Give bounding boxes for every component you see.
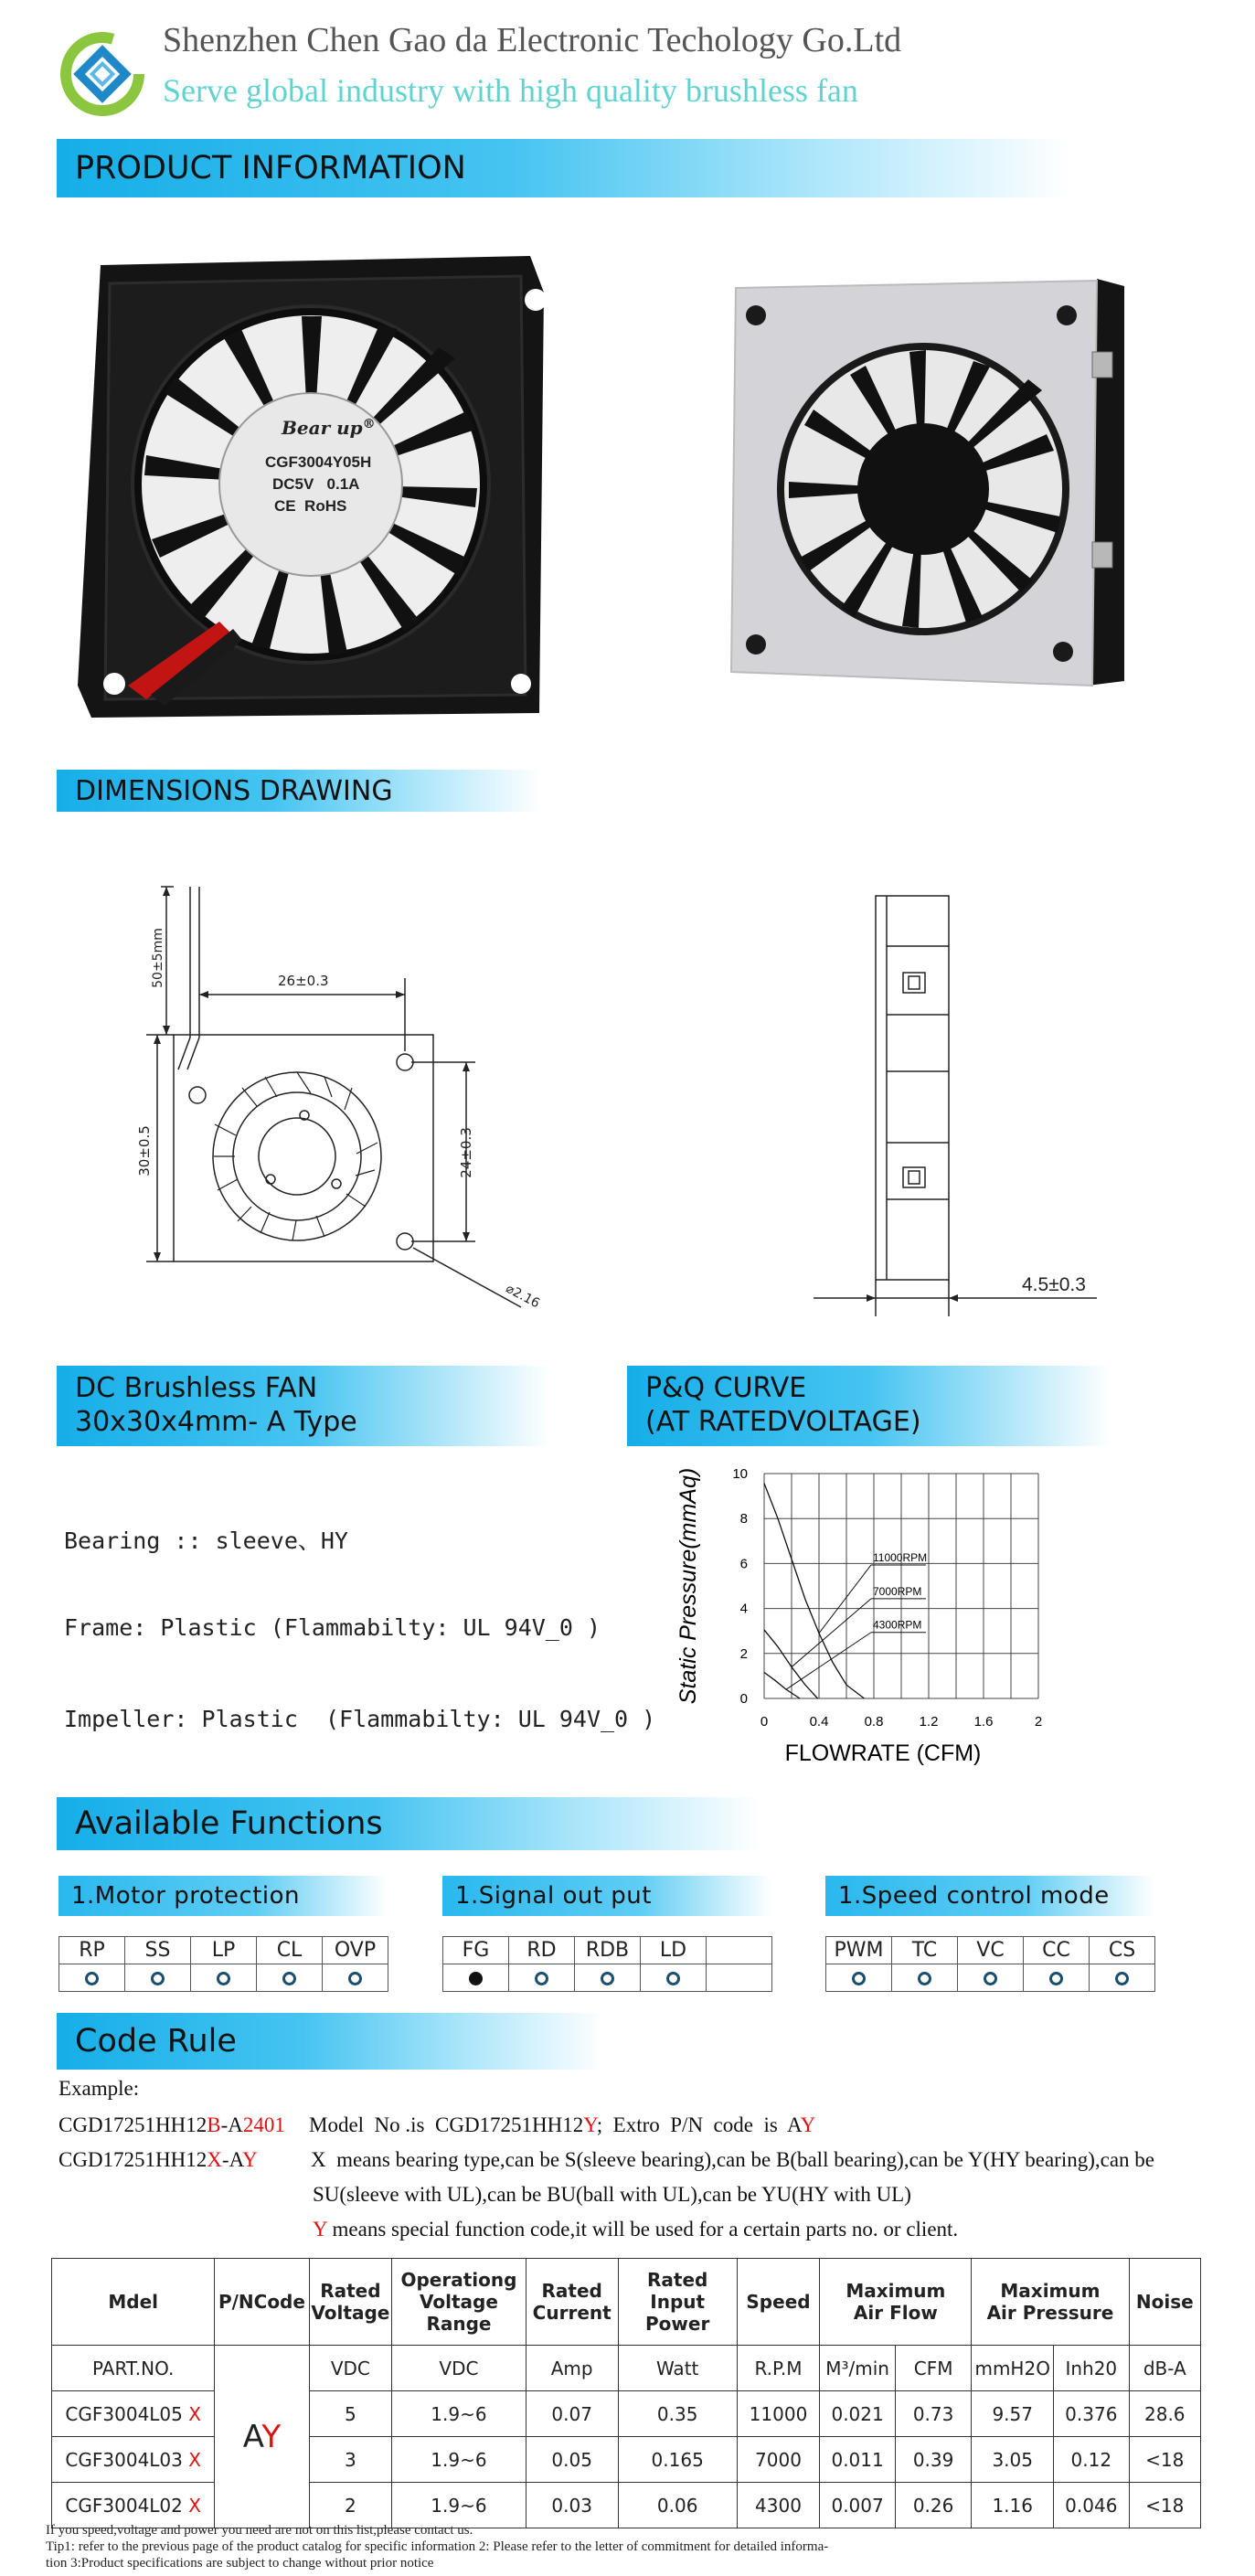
header-model: Mdel xyxy=(52,2259,215,2346)
option-dot-icon xyxy=(469,1972,483,1985)
dim-lead-length: 50±5mm xyxy=(150,928,165,988)
function-mark-cell xyxy=(59,1964,125,1992)
unit-cell: M³/min xyxy=(820,2346,895,2391)
table-cell: 11000 xyxy=(737,2391,820,2437)
table-cell: 9.57 xyxy=(972,2391,1054,2437)
footnote-1: If you speed,voltage and power you need are not on this list,please contact us. xyxy=(46,2523,473,2538)
section-pq-curve xyxy=(627,1366,1111,1446)
dim-height: 30±0.5 xyxy=(135,1125,153,1176)
function-mark-cell xyxy=(1024,1964,1090,1992)
pn-code-cell: AY xyxy=(215,2346,309,2528)
y-tick-label: 4 xyxy=(739,1601,748,1617)
code-x-desc-1: X means bearing type,can be S(sleeve bearing),can be B(ball bearing),can be Y(HY bearing),can be xyxy=(311,2148,1154,2171)
x-tick-label: 0.4 xyxy=(809,1714,829,1730)
dc-fan-title: DC Brushless FAN xyxy=(75,1372,318,1404)
function-col: RD xyxy=(509,1937,575,1964)
table-cell: 1.9~6 xyxy=(392,2483,526,2528)
y-tick-label: 8 xyxy=(739,1511,748,1528)
code-x-desc-2: SU(sleeve with UL),can be BU(ball with UL),can be YU(HY with UL) xyxy=(313,2183,911,2206)
company-logo xyxy=(58,30,146,118)
feature-impeller: Impeller: Plastic (Flammabilty: UL 94V_0 ) xyxy=(64,1706,656,1732)
spec-table xyxy=(51,2258,1201,2528)
x-tick-label: 0.8 xyxy=(864,1714,884,1730)
function-mark-cell xyxy=(509,1964,575,1992)
table-cell: 0.12 xyxy=(1054,2437,1129,2483)
function-group-title: 1.Motor protection xyxy=(71,1882,301,1910)
option-dot-icon xyxy=(217,1972,230,1985)
pq-chart-svg xyxy=(667,1463,1088,1792)
code-y-desc: Y means special function code,it will be used for a certain parts no. or client. xyxy=(313,2218,959,2241)
option-dot-icon xyxy=(282,1972,296,1985)
table-cell: 0.73 xyxy=(895,2391,972,2437)
model-cell: CGF3004L05 X xyxy=(52,2391,215,2437)
footnote-2: Tip1: refer to the previous page of the product catalog for specific information 2: Please refer to the letter of commitment for detailed informa- xyxy=(46,2539,829,2554)
footnote-3: tion 3:Product specifications are subject to change without prior notice xyxy=(46,2556,434,2571)
function-mark-cell xyxy=(826,1964,892,1992)
code-example-1: CGD17251HH12B-A2401 xyxy=(58,2113,285,2136)
function-col: PWM xyxy=(826,1937,892,1964)
x-tick-label: 1.2 xyxy=(919,1714,939,1730)
function-table-speed xyxy=(825,1936,1155,1992)
option-dot-icon xyxy=(1115,1972,1129,1985)
product-photo-front xyxy=(73,256,558,722)
function-mark-cell xyxy=(892,1964,958,1992)
section-available-functions xyxy=(57,1797,760,1850)
fan-label-cert: CE RoHS xyxy=(274,497,347,515)
function-group-motor xyxy=(58,1876,388,1916)
function-col: FG xyxy=(443,1937,509,1964)
unit-cell: CFM xyxy=(895,2346,972,2391)
header-air-flow: Maximum Air Flow xyxy=(820,2259,972,2346)
pq-title: P&Q CURVE xyxy=(645,1372,807,1404)
option-dot-icon xyxy=(852,1972,866,1985)
pq-series-line xyxy=(764,1672,800,1698)
x-axis-label: FLOWRATE (CFM) xyxy=(784,1740,982,1766)
table-cell: 7000 xyxy=(737,2437,820,2483)
function-col: LP xyxy=(191,1937,257,1964)
function-col: OVP xyxy=(323,1937,388,1964)
unit-cell: dB-A xyxy=(1129,2346,1200,2391)
x-tick-label: 0 xyxy=(760,1714,769,1730)
product-photo-back xyxy=(727,279,1129,690)
function-mark-cell xyxy=(575,1964,641,1992)
y-tick-label: 6 xyxy=(739,1556,748,1572)
table-cell: 0.021 xyxy=(820,2391,895,2437)
dim-hole-width: 26±0.3 xyxy=(278,973,329,989)
function-mark-cell xyxy=(1090,1964,1155,1992)
code-example-label: Example: xyxy=(58,2077,140,2100)
section-code-rule xyxy=(57,2013,605,2070)
table-cell: 28.6 xyxy=(1129,2391,1200,2437)
header-speed: Speed xyxy=(737,2259,820,2346)
unit-cell: Inh20 xyxy=(1054,2346,1129,2391)
function-col xyxy=(707,1937,772,1964)
model-cell: CGF3004L03 X xyxy=(52,2437,215,2483)
function-col: TC xyxy=(892,1937,958,1964)
feature-frame: Frame: Plastic (Flammabilty: UL 94V_0 ) xyxy=(64,1614,601,1641)
unit-cell: mmH2O xyxy=(972,2346,1054,2391)
option-dot-icon xyxy=(1049,1972,1063,1985)
option-dot-icon xyxy=(601,1972,614,1985)
function-col: CC xyxy=(1024,1937,1090,1964)
function-mark-cell xyxy=(443,1964,509,1992)
function-mark-cell xyxy=(641,1964,707,1992)
table-cell: 0.011 xyxy=(820,2437,895,2483)
function-col: VC xyxy=(958,1937,1024,1964)
section-title: PRODUCT INFORMATION xyxy=(75,150,466,186)
function-col: SS xyxy=(125,1937,191,1964)
table-cell: 0.26 xyxy=(895,2483,972,2528)
company-name: Shenzhen Chen Gao da Electronic Techology Go.Ltd xyxy=(163,21,902,59)
table-cell: <18 xyxy=(1129,2483,1200,2528)
code-example-1-desc: Model No .is CGD17251HH12Y; Extro P/N code is AY xyxy=(309,2113,816,2136)
header-voltage-range: Operationg Voltage Range xyxy=(392,2259,526,2346)
function-mark-cell xyxy=(958,1964,1024,1992)
function-table-signal xyxy=(442,1936,772,1992)
header-input-power: Rated Input Power xyxy=(618,2259,737,2346)
table-cell: 0.03 xyxy=(526,2483,618,2528)
fan-label-brand: Bear up® xyxy=(282,417,376,439)
code-example-2: CGD17251HH12X-AY xyxy=(58,2148,258,2171)
x-tick-label: 2 xyxy=(1034,1714,1043,1730)
fan-label-rating: DC5V 0.1A xyxy=(272,475,360,493)
function-group-signal xyxy=(442,1876,771,1916)
pq-series-line xyxy=(764,1630,818,1698)
option-dot-icon xyxy=(984,1972,997,1985)
option-dot-icon xyxy=(535,1972,548,1985)
function-group-title: 1.Signal out put xyxy=(455,1882,652,1910)
section-dimensions xyxy=(57,770,541,812)
table-cell: 0.39 xyxy=(895,2437,972,2483)
table-cell: 4300 xyxy=(737,2483,820,2528)
y-tick-label: 2 xyxy=(739,1645,748,1662)
unit-cell: Watt xyxy=(618,2346,737,2391)
table-cell: 1.9~6 xyxy=(392,2437,526,2483)
table-cell: 0.046 xyxy=(1054,2483,1129,2528)
table-cell: 0.05 xyxy=(526,2437,618,2483)
pq-subtitle: (AT RATEDVOLTAGE) xyxy=(645,1406,921,1438)
series-leader-line xyxy=(819,1565,871,1634)
function-col: CL xyxy=(257,1937,323,1964)
function-mark-cell xyxy=(257,1964,323,1992)
function-group-title: 1.Speed control mode xyxy=(838,1882,1110,1910)
function-mark-cell xyxy=(707,1964,772,1992)
option-dot-icon xyxy=(348,1972,362,1985)
company-slogan: Serve global industry with high quality brushless fan xyxy=(163,72,858,109)
fan-label-model: CGF3004Y05H xyxy=(265,453,372,471)
dc-fan-subtitle: 30x30x4mm- A Type xyxy=(75,1406,357,1438)
series-label: 7000RPM xyxy=(873,1584,922,1598)
function-mark-cell xyxy=(323,1964,388,1992)
table-cell: 0.07 xyxy=(526,2391,618,2437)
function-col: CS xyxy=(1090,1937,1155,1964)
series-label: 11000RPM xyxy=(873,1550,928,1564)
section-product-info xyxy=(57,139,1071,197)
pq-series-line xyxy=(764,1484,865,1698)
table-cell: 5 xyxy=(309,2391,392,2437)
dimension-drawing-front xyxy=(91,878,603,1316)
feature-bearing: Bearing :: sleeve、HY xyxy=(64,1528,348,1554)
header-rated-voltage: Rated Voltage xyxy=(309,2259,392,2346)
pq-chart xyxy=(667,1463,1088,1792)
function-mark-cell xyxy=(125,1964,191,1992)
unit-cell: Amp xyxy=(526,2346,618,2391)
unit-partno: PART.NO. xyxy=(52,2346,215,2391)
series-label: 4300RPM xyxy=(873,1618,922,1632)
unit-cell: VDC xyxy=(392,2346,526,2391)
function-table-motor xyxy=(58,1936,388,1992)
section-title: Available Functions xyxy=(75,1805,383,1842)
unit-cell: R.P.M xyxy=(737,2346,820,2391)
y-tick-label: 0 xyxy=(739,1691,748,1707)
table-cell: 1.9~6 xyxy=(392,2391,526,2437)
section-title: DIMENSIONS DRAWING xyxy=(75,774,393,807)
table-cell: 0.35 xyxy=(618,2391,737,2437)
table-cell: 1.16 xyxy=(972,2483,1054,2528)
table-cell: 3.05 xyxy=(972,2437,1054,2483)
y-axis-label: Static Pressure(mmAq) xyxy=(675,1467,701,1705)
option-dot-icon xyxy=(918,1972,931,1985)
header-noise: Noise xyxy=(1129,2259,1200,2346)
table-cell: 0.376 xyxy=(1054,2391,1129,2437)
y-tick-label: 10 xyxy=(732,1466,748,1482)
header-pncode: P/NCode xyxy=(215,2259,309,2346)
header-air-pressure: Maximum Air Pressure xyxy=(972,2259,1129,2346)
dimension-drawing-side xyxy=(795,878,1124,1316)
function-col: RP xyxy=(59,1937,125,1964)
header-rated-current: Rated Current xyxy=(526,2259,618,2346)
dim-hole-span: 24±0.3 xyxy=(457,1127,474,1178)
function-group-speed xyxy=(825,1876,1154,1916)
option-dot-icon xyxy=(85,1972,99,1985)
table-cell: 0.007 xyxy=(820,2483,895,2528)
function-col: RDB xyxy=(575,1937,641,1964)
dim-thickness: 4.5±0.3 xyxy=(1022,1274,1086,1295)
table-cell: 0.165 xyxy=(618,2437,737,2483)
model-cell: CGF3004L02 X xyxy=(52,2483,215,2528)
function-mark-cell xyxy=(191,1964,257,1992)
x-tick-label: 1.6 xyxy=(973,1714,994,1730)
table-cell: 3 xyxy=(309,2437,392,2483)
table-cell: 2 xyxy=(309,2483,392,2528)
section-dc-fan xyxy=(57,1366,550,1446)
unit-cell: VDC xyxy=(309,2346,392,2391)
section-title: Code Rule xyxy=(75,2023,237,2060)
table-cell: 0.06 xyxy=(618,2483,737,2528)
dim-hole-diameter: ⌀2.16 xyxy=(503,1281,543,1312)
option-dot-icon xyxy=(151,1972,165,1985)
function-col: LD xyxy=(641,1937,707,1964)
table-cell: <18 xyxy=(1129,2437,1200,2483)
option-dot-icon xyxy=(666,1972,680,1985)
